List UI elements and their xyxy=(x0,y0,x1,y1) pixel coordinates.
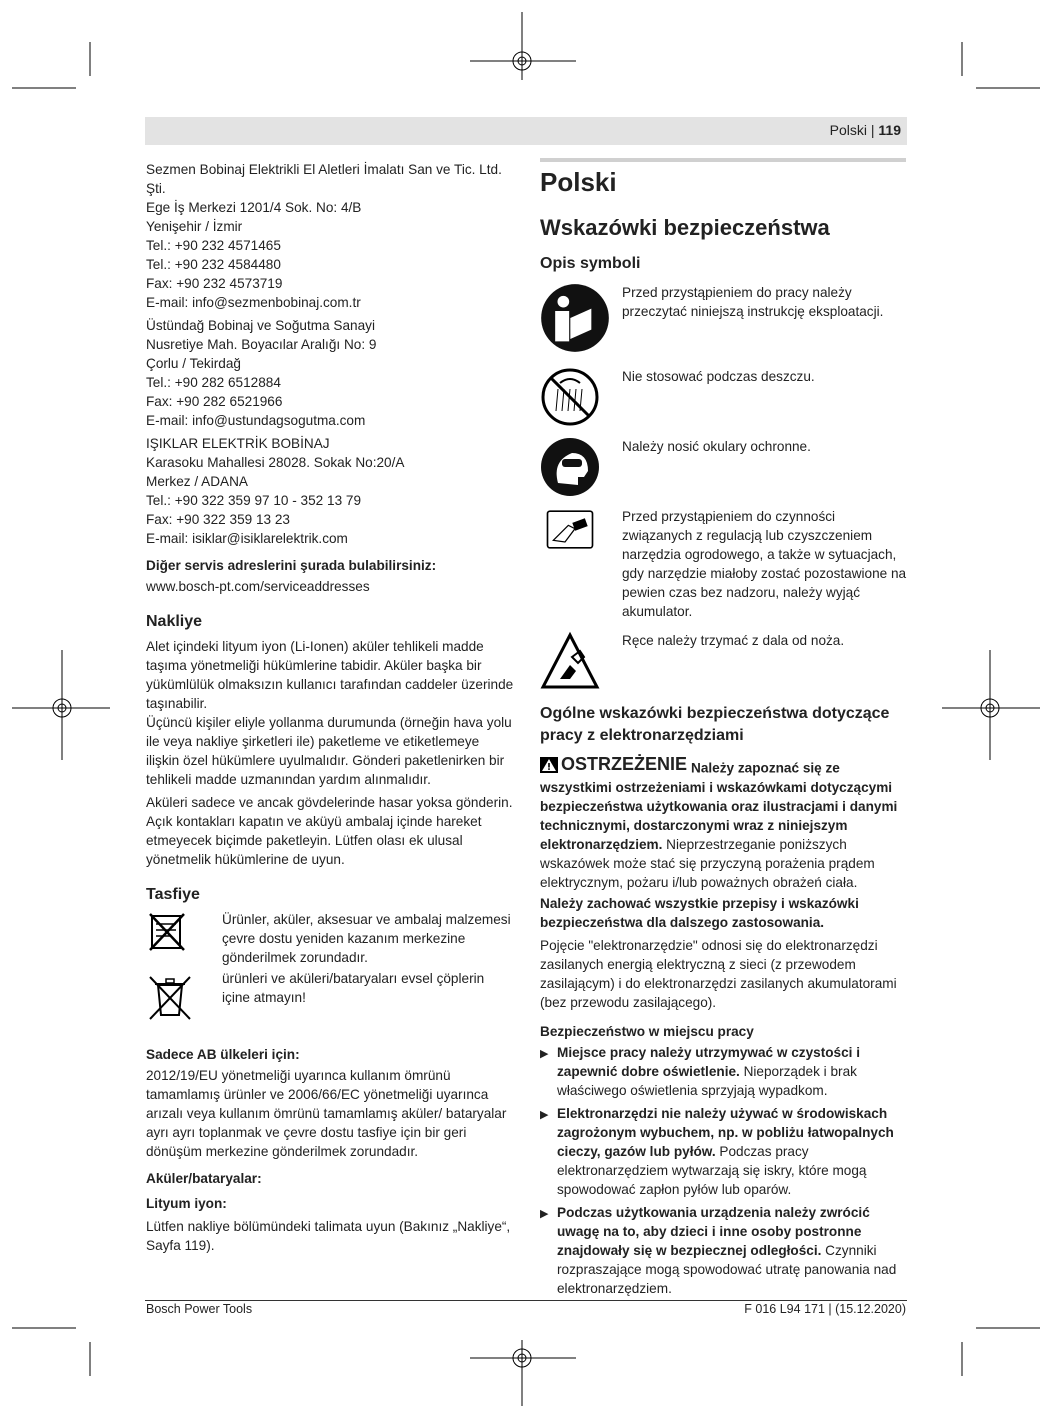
recycling-icon xyxy=(146,910,194,958)
footer-brand: Bosch Power Tools xyxy=(146,1302,253,1316)
liion-paragraph: Lütfen nakliye bölümündeki talimata uyun (Bakınız „Nakliye“, Sayfa 119). xyxy=(146,1219,511,1253)
crossed-bin-icon xyxy=(146,969,194,1025)
page-header xyxy=(145,117,907,145)
bullet-arrow-icon: ▶ xyxy=(540,1047,549,1060)
symbol-row-blade xyxy=(540,631,907,691)
symbol-row-glasses xyxy=(540,437,907,497)
address-line: Fax: +90 282 6521966 xyxy=(146,394,283,409)
warning-label: OSTRZEŻENIE xyxy=(561,754,688,774)
bullet-normal-text: Podczas pracy elektronarzędziem wytwarzają się iskry, które mogą spowodować zapłon pyłów lub oparów. xyxy=(557,1143,867,1197)
address-line: Fax: +90 232 4573719 xyxy=(146,276,283,291)
symbol-text-battery: Przed przystąpieniem do czynności związanych z regulacją lub czyszczeniem narzędzia ogrodowego, a także w sytuacjach, gdy narzędzie miałoby zostać pozostawione na pewien czas bez nadzoru, należy wyjąć akumulator. xyxy=(622,509,907,619)
address-line: Tel.: +90 232 4571465 xyxy=(146,238,281,253)
address-line[interactable]: E-mail: info@sezmenbobinaj.com.tr xyxy=(146,295,361,310)
left-column xyxy=(146,160,514,1255)
address-line: Tel.: +90 322 359 97 10 - 352 13 79 xyxy=(146,493,362,508)
address-line: Ege İş Merkezi 1201/4 Sok. No: 4/B xyxy=(146,200,362,215)
warning-bold-text: Należy zapoznać się ze wszystkimi ostrzeżeniami i wskazówkami dotyczącymi bezpieczeństwa użytkowania oraz ilustracjami i danymi technicznymi, dostarczonymi wraz z niniejszym elektronarzędziem. xyxy=(540,760,898,852)
keep-hands-away-icon xyxy=(540,631,600,691)
bullet-bold-text: Podczas użytkowania urządzenia należy zwrócić uwagę na to, aby dzieci i inne osoby postronne znajdowały się w bezpiecznej odległości. xyxy=(557,1204,870,1258)
language-title: Polski xyxy=(540,167,617,197)
safety-title: Wskazówki bezpieczeństwa xyxy=(540,215,830,240)
warning-normal-text: Nieprzestrzeganie poniższych wskazówek może stać się przyczyną porażenia prądem elektrycznym, pożaru i/lub poważnych obrażeń ciała. xyxy=(540,836,875,890)
list-item xyxy=(540,1104,907,1199)
address-line: Yenişehir / İzmir xyxy=(146,219,243,234)
other-service-label: Diğer servis adreslerini şurada bulabilirsiniz: xyxy=(146,558,437,573)
page-number: 119 xyxy=(878,122,901,138)
address-block-2 xyxy=(146,316,514,430)
address-line: Merkez / ADANA xyxy=(146,474,248,489)
list-item xyxy=(540,1043,907,1100)
address-line: Karasoku Mahallesi 28028. Sokak No:20/A xyxy=(146,455,405,470)
workplace-heading: Bezpieczeństwo w miejscu pracy xyxy=(540,1023,754,1039)
address-line: Tel.: +90 282 6512884 xyxy=(146,375,281,390)
transport-paragraph-1: Alet içindeki lityum iyon (Li-Ionen) aküler tehlikeli madde taşıma yönetmeliği hükümlerine tabidir. Aküler başka bir yükümlülük olmaksızın kullanıcı tarafından caddeler üzerinde taşınabilir. xyxy=(146,639,514,711)
symbol-row-manual xyxy=(540,283,907,353)
address-line[interactable]: E-mail: info@ustundagsogutma.com xyxy=(146,413,366,428)
safety-glasses-icon xyxy=(540,437,600,497)
disposal-text-1: Ürünler, aküler, aksesuar ve ambalaj malzemesi çevre dostu yeniden kazanım merkezine gönderilmek zorundadır. xyxy=(222,912,511,965)
disposal-row-2 xyxy=(146,969,514,1025)
header-label xyxy=(830,122,901,138)
footer-document-id: F 016 L94 171 | (15.12.2020) xyxy=(744,1302,906,1316)
symbol-text-rain: Nie stosować podczas deszczu. xyxy=(622,369,815,384)
eu-heading: Sadece AB ülkeleri için: xyxy=(146,1047,300,1062)
other-service-url[interactable]: www.bosch-pt.com/serviceaddresses xyxy=(146,579,370,594)
bullet-bold-text: Miejsce pracy należy utrzymywać w czystości i zapewnić dobre oświetlenie. xyxy=(557,1044,860,1079)
bullet-normal-text: Czynniki rozpraszające mogą spowodować utratę panowania nad elektronarzędziem. xyxy=(557,1242,897,1296)
batteries-heading: Aküler/bataryalar: xyxy=(146,1171,262,1186)
eu-paragraph: 2012/19/EU yönetmeliği uyarınca kullanım ömrünü tamamlamış ürünler ve 2006/66/EC yönetmeliği uyarınca arızalı veya kullanım ömrünü tamamlamış aküler/ bataryalar ayrı ayrı toplanmak ve çevre dostu tasfiye için bir geri dönüşüm merkezine gönderilmek zorundadır. xyxy=(146,1068,507,1159)
address-block-1 xyxy=(146,160,514,312)
bullet-normal-text: Nieporządek i brak właściwego oświetlenia sprzyjają wypadkom. xyxy=(557,1063,857,1098)
disposal-text-2: ürünleri ve aküleri/bataryaları evsel çöplerin içine atmayın! xyxy=(222,971,485,1005)
symbol-text-glasses: Należy nosić okulary ochronne. xyxy=(622,439,811,454)
address-line: Üstündağ Bobinaj ve Soğutma Sanayi xyxy=(146,318,375,333)
disposal-heading: Tasfiye xyxy=(146,886,200,903)
symbols-heading: Opis symboli xyxy=(540,255,641,272)
address-line: IŞIKLAR ELEKTRİK BOBİNAJ xyxy=(146,436,330,451)
warning-icon xyxy=(540,757,558,773)
bullet-arrow-icon: ▶ xyxy=(540,1207,549,1220)
symbol-row-battery xyxy=(540,507,907,621)
right-column xyxy=(540,165,907,1302)
liion-heading: Lityum iyon: xyxy=(146,1196,227,1211)
bullet-arrow-icon: ▶ xyxy=(540,1108,549,1121)
transport-heading: Nakliye xyxy=(146,613,203,630)
general-safety-heading: Ogólne wskazówki bezpieczeństwa dotyczące pracy z elektronarzędziami xyxy=(540,705,890,744)
address-block-3 xyxy=(146,434,514,548)
footer-rule xyxy=(145,1300,907,1301)
remove-battery-icon xyxy=(540,507,600,557)
column-rule xyxy=(540,158,906,162)
symbol-text-blade: Ręce należy trzymać z dala od noża. xyxy=(622,633,845,648)
list-item xyxy=(540,1203,907,1298)
header-separator: | xyxy=(870,122,875,138)
symbol-text-manual: Przed przystąpieniem do pracy należy przeczytać niniejszą instrukcję eksploatacji. xyxy=(622,285,884,319)
address-line[interactable]: E-mail: isiklar@isiklarelektrik.com xyxy=(146,531,348,546)
address-line: Nusretiye Mah. Boyacılar Aralığı No: 9 xyxy=(146,337,377,352)
transport-paragraph-2: Üçüncü kişiler eliyle yollanma durumunda (örneğin hava yolu ile veya nakliye şirketleri ile) paketleme ve etiketlemeye ilişkin özel hükümlere uyulmalıdır. Gönderi paketlenirken bir tehlikeli madde uzmanından yardım alınmalıdır. xyxy=(146,715,512,787)
transport-paragraph-3: Aküleri sadece ve ancak gövdelerinde hasar yoksa gönderin. Açık kontakları kapatın ve aküyü ambalaj içinde hareket etmeyecek biçimde paketleyin. Lütfen olası ek ulusal yönetmelik hükümlerine de uyun. xyxy=(146,795,513,867)
warning-badge xyxy=(540,755,687,774)
header-section: Polski xyxy=(829,122,867,138)
keep-all-instructions: Należy zachować wszystkie przepisy i wskazówki bezpieczeństwa dla dalszego zastosowania. xyxy=(540,895,859,930)
disposal-row-1 xyxy=(146,910,514,967)
symbol-row-rain xyxy=(540,367,907,427)
address-line: Sezmen Bobinaj Elektrikli El Aletleri İmalatı San ve Tic. Ltd. xyxy=(146,162,502,177)
address-line: Tel.: +90 232 4584480 xyxy=(146,257,281,272)
read-manual-icon xyxy=(540,283,610,353)
address-line: Şti. xyxy=(146,181,166,196)
power-tool-definition: Pojęcie "elektronarzędzie" odnosi się do elektronarzędzi zasilanych energią elektryczną z sieci (z przewodem zasilającym) i do elektronarzędzi zasilanych akumulatorami (bez przewodu zasilającego). xyxy=(540,937,897,1010)
address-line: Çorlu / Tekirdağ xyxy=(146,356,241,371)
warning-paragraph xyxy=(540,755,907,892)
bullet-bold-text: Elektronarzędzi nie należy używać w środowiskach zagrożonym wybuchem, np. w pobliżu łatwopalnych cieczy, gazów lub pyłów. xyxy=(557,1105,894,1159)
no-rain-icon xyxy=(540,367,600,427)
address-line: Fax: +90 322 359 13 23 xyxy=(146,512,290,527)
